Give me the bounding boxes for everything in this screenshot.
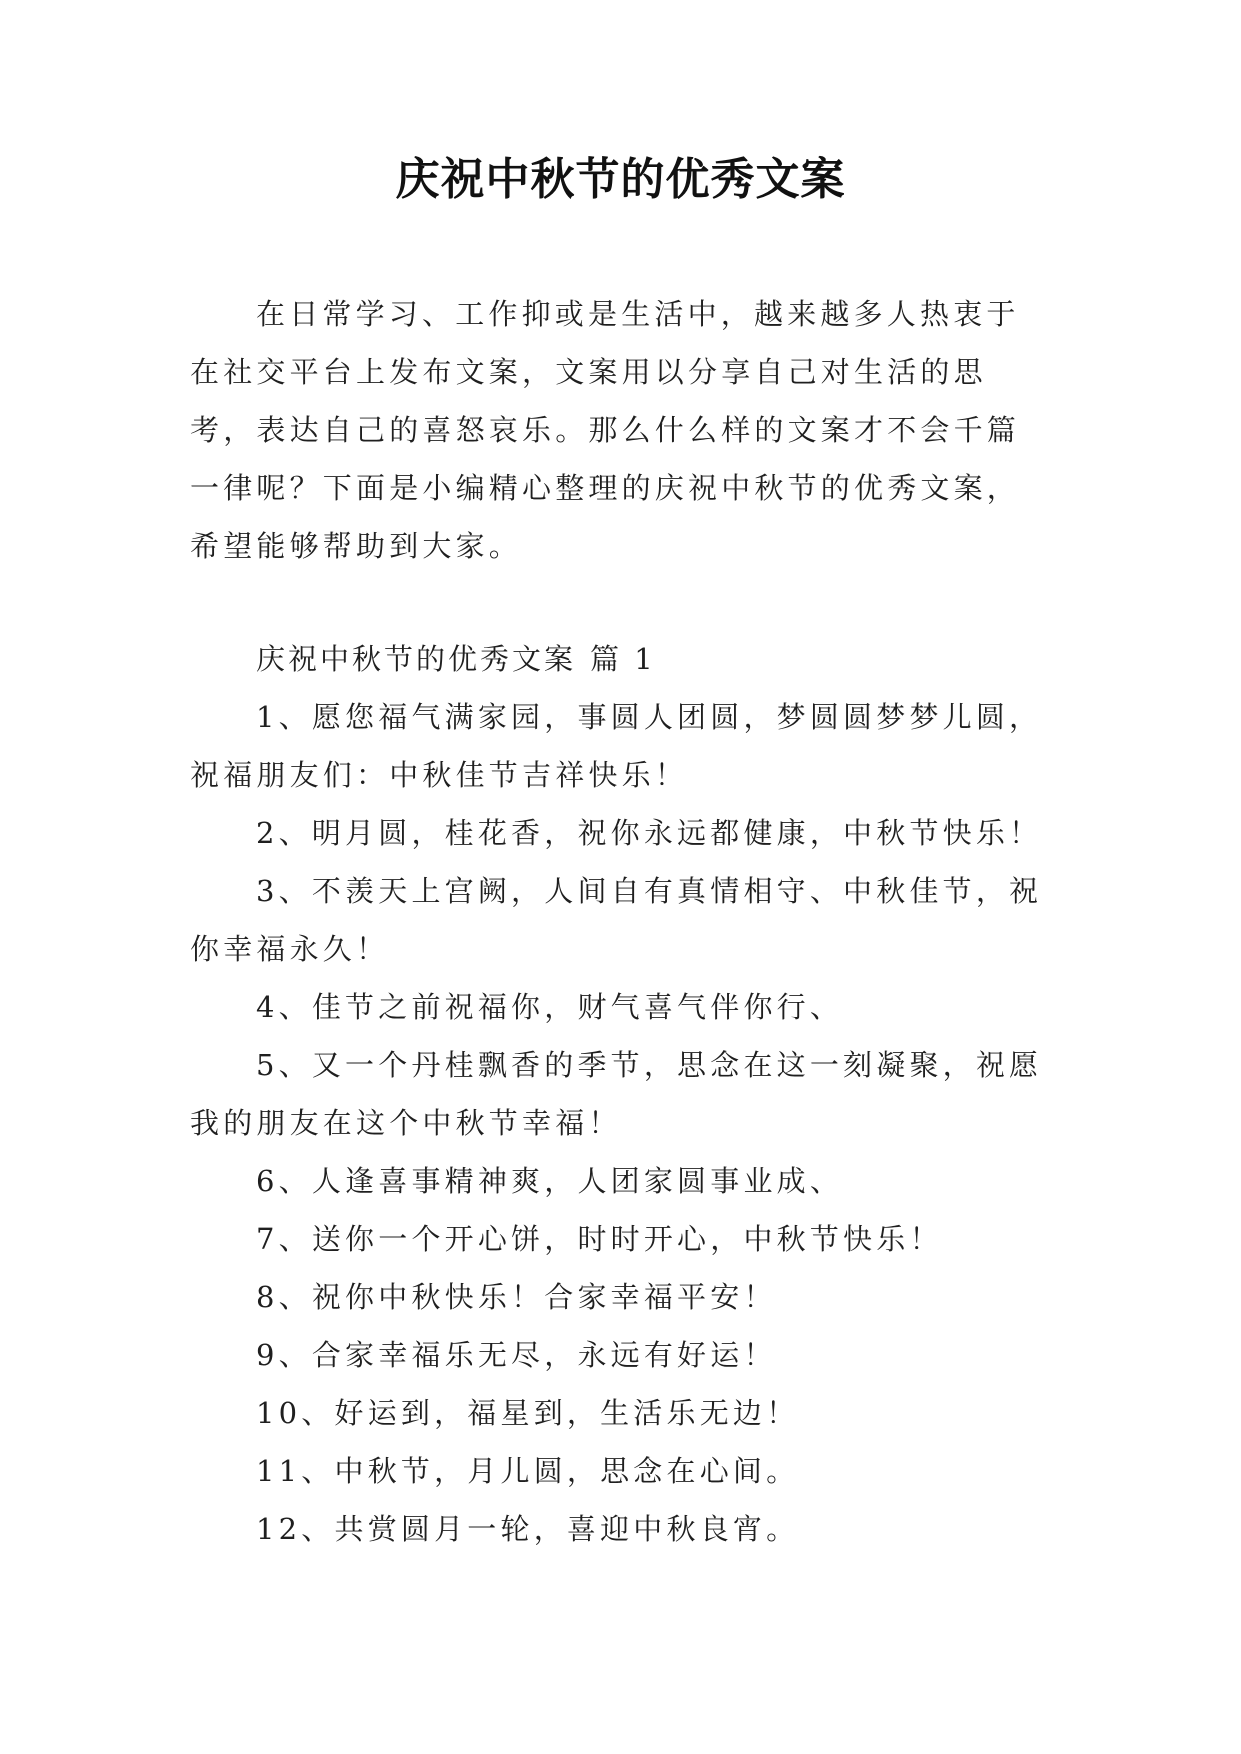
list-item: 11、中秋节，月儿圆，思念在心间。 [256,1454,800,1488]
document-title: 庆祝中秋节的优秀文案 [395,154,846,205]
list-item: 1、愿您福气满家园，事圆人团圆，梦圆圆梦梦儿圆，祝福朋友们：中秋佳节吉祥快乐！ [190,700,1043,792]
list-item: 6、人逢喜事精神爽，人团家圆事业成、 [256,1164,844,1198]
list-item: 5、又一个丹桂飘香的季节，思念在这一刻凝聚，祝愿我的朋友在这个中秋节幸福！ [190,1048,1043,1140]
section-heading-text: 庆祝中秋节的优秀文案 [256,642,577,676]
list-item: 4、佳节之前祝福你，财气喜气伴你行、 [256,990,844,1024]
list-item: 7、送你一个开心饼，时时开心，中秋节快乐！ [256,1222,943,1256]
section-heading-suffix: 篇 1 [590,642,656,676]
intro-paragraph: 在日常学习、工作抑或是生活中，越来越多人热衷于在社交平台上发布文案，文案用以分享自己对生活的思考，表达自己的喜怒哀乐。那么什么样的文案才不会千篇一律呢？下面是小编精心整理的庆祝中秋节的优秀文案，希望能够帮助到大家。 [190,297,1021,563]
list-item: 8、祝你中秋快乐！合家幸福平安！ [256,1280,777,1314]
section-1 [190,630,1050,1558]
section-heading [190,630,1050,688]
list-item: 9、合家幸福乐无尽，永远有好运！ [256,1338,777,1372]
list-item: 10、好运到，福星到，生活乐无边！ [256,1396,800,1430]
list-item: 3、不羡天上宫阙，人间自有真情相守、中秋佳节，祝你幸福永久！ [190,874,1043,966]
list-item: 2、明月圆，桂花香，祝你永远都健康，中秋节快乐！ [256,816,1043,850]
list-item: 12、共赏圆月一轮，喜迎中秋良宵。 [256,1512,800,1546]
